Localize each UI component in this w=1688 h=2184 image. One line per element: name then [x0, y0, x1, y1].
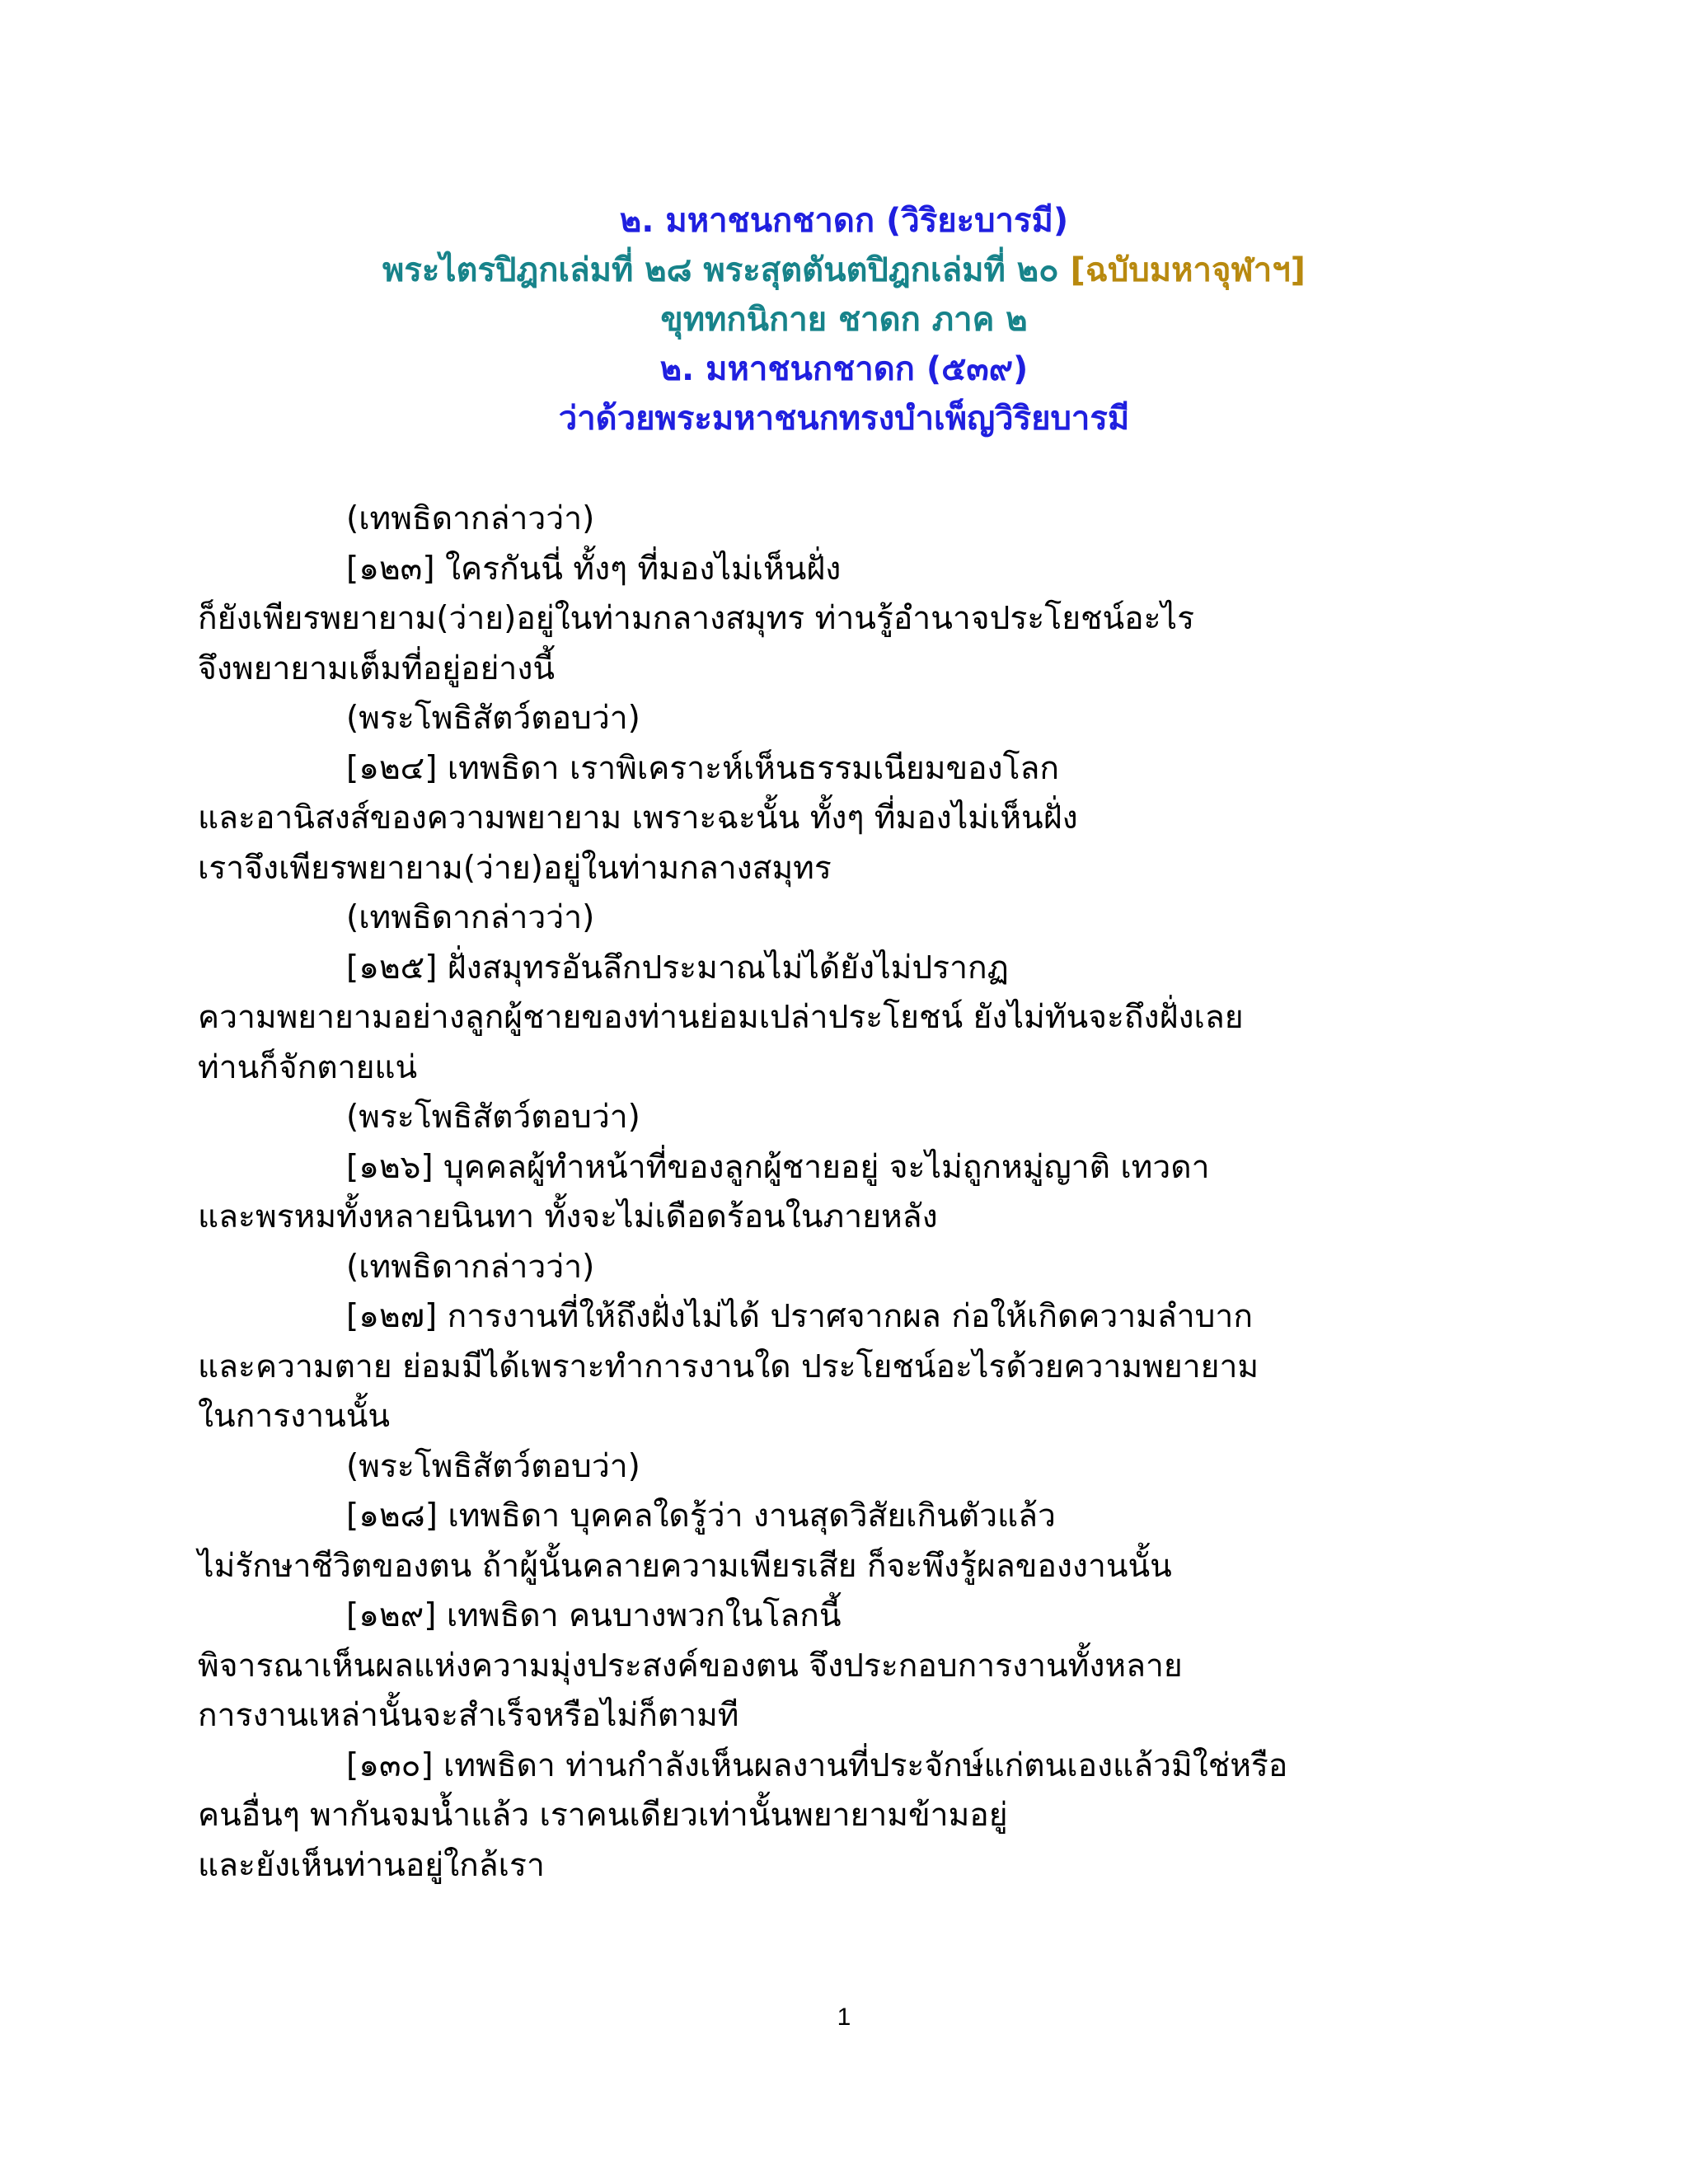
body-line: และพรหมทั้งหลายนินทา ทั้งจะไม่เดือดร้อนในภายหลัง [198, 1198, 938, 1235]
page-number: 1 [837, 2004, 851, 2031]
body-line: และอานิสงส์ของความพยายาม เพราะฉะนั้น ทั้งๆ ที่มองไม่เห็นฝั่ง [198, 799, 1078, 837]
body-line: [๑๒๘] เทพธิดา บุคคลใดรู้ว่า งานสุดวิสัยเกินตัวแล้ว [346, 1497, 1056, 1535]
document-header [0, 196, 1688, 443]
body-line: (พระโพธิสัตว์ตอบว่า) [346, 700, 640, 737]
body-line: (เทพธิดากล่าวว่า) [346, 500, 595, 537]
body-line: [๑๒๓] ใครกันนี่ ทั้งๆ ที่มองไม่เห็นฝั่ง [346, 550, 842, 588]
body-text [198, 494, 1533, 1891]
edition-label: [ฉบับมหาจุฬาฯ] [1070, 251, 1306, 289]
body-line: [๑๒๗] การงานที่ให้ถึงฝั่งไม่ได้ ปราศจากผล ก่อให้เกิดความลำบาก [346, 1298, 1253, 1335]
body-line: จึงพยายามเต็มที่อยู่อย่างนี้ [198, 649, 556, 687]
body-line: [๑๒๕] ฝั่งสมุทรอันลึกประมาณไม่ได้ยังไม่ปรากฏ [346, 949, 1009, 987]
body-line: (เทพธิดากล่าวว่า) [346, 1248, 595, 1286]
volume-reference: พระไตรปิฎกเล่มที่ ๒๘ พระสุตตันตปิฎกเล่มที่ ๒๐ [382, 251, 1071, 289]
subtitle-line: ว่าด้วยพระมหาชนกทรงบำเพ็ญวิริยบารมี [558, 400, 1130, 438]
body-line: และยังเห็นท่านอยู่ใกล้เรา [198, 1846, 545, 1884]
body-line: และความตาย ย่อมมีได้เพราะทำการงานใด ประโยชน์อะไรด้วยความพยายาม [198, 1347, 1259, 1385]
body-line: ก็ยังเพียรพยายาม(ว่าย)อยู่ในท่ามกลางสมุทร ท่านรู้อำนาจประโยชน์อะไร [198, 600, 1195, 637]
jataka-number-line: ๒. มหาชนกชาดก (๕๓๙) [659, 350, 1029, 388]
collection-line: ขุททกนิกาย ชาดก ภาค ๒ [660, 301, 1028, 339]
body-line: (พระโพธิสัตว์ตอบว่า) [346, 1099, 640, 1136]
body-line: [๑๒๙] เทพธิดา คนบางพวกในโลกนี้ [346, 1597, 842, 1634]
body-line: คนอื่นๆ พากันจมน้ำแล้ว เราคนเดียวเท่านั้นพยายามข้ามอยู่ [198, 1797, 1008, 1834]
body-line: เราจึงเพียรพยายาม(ว่าย)อยู่ในท่ามกลางสมุทร [198, 849, 832, 887]
body-line: การงานเหล่านั้นจะสำเร็จหรือไม่ก็ตามที [198, 1697, 739, 1734]
body-line: (เทพธิดากล่าวว่า) [346, 899, 595, 936]
body-line: (พระโพธิสัตว์ตอบว่า) [346, 1447, 640, 1485]
body-line: ในการงานนั้น [198, 1398, 391, 1435]
volume-line [0, 246, 1688, 295]
body-line: [๑๒๔] เทพธิดา เราพิเคราะห์เห็นธรรมเนียมของโลก [346, 749, 1060, 787]
chapter-title: ๒. มหาชนกชาดก (วิริยะบารมี) [619, 202, 1069, 240]
body-line: [๑๓๐] เทพธิดา ท่านกำลังเห็นผลงานที่ประจักษ์แก่ตนเองแล้วมิใช่หรือ [346, 1746, 1288, 1784]
body-line: พิจารณาเห็นผลแห่งความมุ่งประสงค์ของตน จึงประกอบการงานทั้งหลาย [198, 1647, 1183, 1685]
body-line: ความพยายามอย่างลูกผู้ชายของท่านย่อมเปล่าประโยชน์ ยังไม่ทันจะถึงฝั่งเลย [198, 999, 1244, 1036]
body-line: ไม่รักษาชีวิตของตน ถ้าผู้นั้นคลายความเพียรเสีย ก็จะพึงรู้ผลของงานนั้น [198, 1547, 1172, 1585]
body-line: [๑๒๖] บุคคลผู้ทำหน้าที่ของลูกผู้ชายอยู่ จะไม่ถูกหมู่ญาติ เทวดา [346, 1148, 1210, 1186]
body-line: ท่านก็จักตายแน่ [198, 1048, 418, 1086]
